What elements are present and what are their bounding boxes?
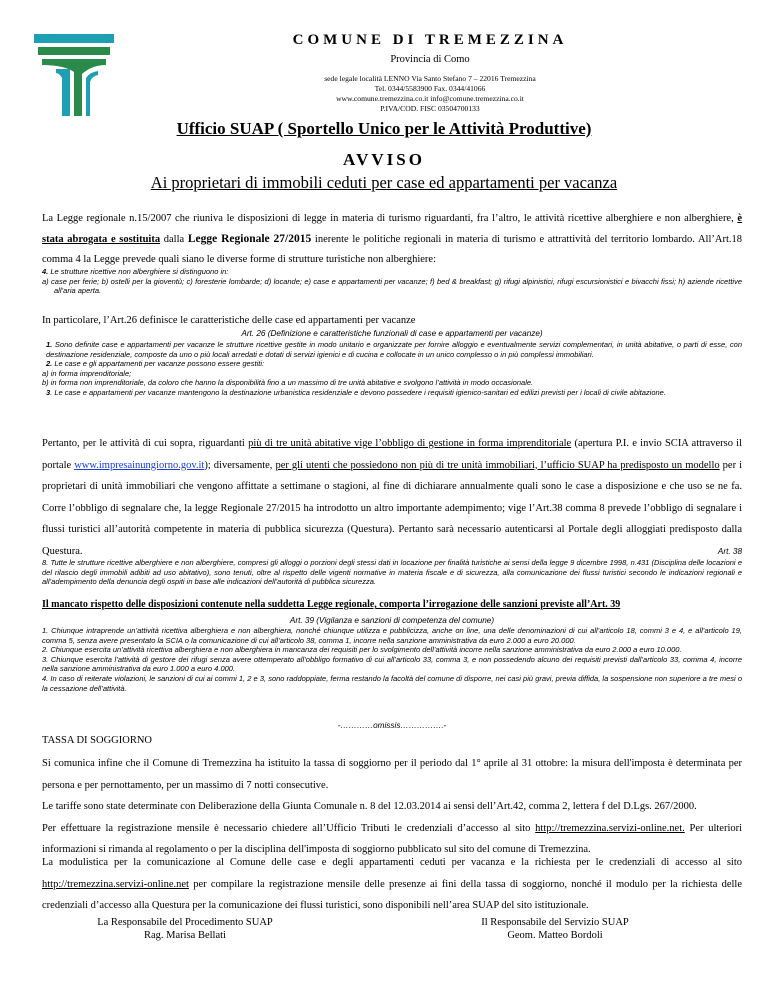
- art26-a: a) in forma imprenditoriale;: [42, 368, 132, 378]
- pertanto-s2: più di tre unità abitative vige l’obbligo di gestione in forma imprenditoriale: [248, 438, 572, 449]
- art38-text: 8. Tutte le strutture ricettive alberghiere e non alberghiere, compresi gli alloggi o porzioni degli stessi dati in locazione per finalità turistiche ai sensi della legge 9 dicembre 1998, n.431 (Disciplina delle locazioni e del rilascio degli immobili adibiti ad uso abitativo), sono tenuti, oltre al rispetto delle vigenti normative in materia fiscale e di sicurezza, alla comunicazione dei flussi turistici secondo le indicazioni regionali e all’adempimento della denuncia degli ospiti in base alle indicazioni dell’autorità di pubblica sicurezza.: [42, 558, 742, 587]
- pertanto-s5: per gli utenti che possiedono non più di tre unità immobiliari, l’ufficio SUAP ha predisposto un modello: [275, 459, 720, 471]
- tel-line: Tel. 0344/5583900 Fax. 0344/41066: [374, 84, 486, 93]
- art18-quote: [42, 267, 742, 296]
- intro-text: La Legge regionale n.15/2007 che riuniva le disposizioni di legge in materia di turismo riguardanti, fra l’altro, le attività ricettive alberghiere e non alberghiere,: [42, 213, 734, 224]
- art26-intro: In particolare, l’Art.26 definisce le caratteristiche delle case ed appartamenti per vacanze: [42, 315, 416, 326]
- provincia: Provincia di Como: [390, 54, 470, 65]
- tassa-p4b: per compilare la registrazione mensile delle presenze ai fini della tassa di soggiorno, nonché il modulo per la richiesta delle credenziali d’accesso alla Questura per la comunicazione dei flussi turistici, sono disponibili nell’area SUAP del sito istituzionale.: [42, 878, 743, 911]
- art39-title: Art. 39 (Vigilanza e sanzioni di competenza del comune): [289, 616, 495, 625]
- tassa-paragraph: [42, 753, 742, 861]
- left-role: La Responsabile del Procedimento SUAP: [97, 917, 273, 928]
- tassa-p3a: Per effettuare la registrazione mensile è necessario chiedere all’Ufficio Tributi le credenziali d’accesso al sito: [42, 822, 531, 834]
- mancato-rispetto: Il mancato rispetto delle disposizioni contenute nella suddetta Legge regionale, comporta l’irrogazione delle sanzioni previste all’Art. 39: [42, 599, 621, 610]
- art39-c3: 3. Chiunque esercita l’attività di gestore dei rifugi senza avere ottemperato all’obbligo formativo di cui all’articolo 33, comma 3, e non possedendo alcuno dei requisiti previsti dall’articolo 33, comma 4, incorre nella sanzione amministrativa da euro 1.000 a euro 4.000.: [42, 654, 742, 674]
- left-name: Rag. Marisa Bellati: [144, 930, 226, 941]
- legge-27-2015: Legge Regionale 27/2015: [187, 233, 312, 245]
- header-contacts: [160, 74, 700, 114]
- art39-c1: 1. Chiunque intraprende un’attività ricettiva alberghiera e non alberghiera, nonché chiunque utilizza e pubblicizza, anche on line, una delle denominazioni di cui all’articolo 18, commi 3 e 4, e all’articolo 19, comma 5, senza avere presentato la SCIA o la comunicazione di cui all’articolo 38, comma 1, incorre nella sanzione amministrativa da euro 2.000 a euro 20.000.: [42, 626, 742, 645]
- art26-t1: Sono definite case e appartamenti per vacanze le strutture ricettive gestite in modo unitario e organizzate per fornire alloggio e eventualmente servizi complementari, in unità abitative, o parti di esse, con destinazione residenziale, composte da uno o più locali arredati e dotati di servizi igienici e di cucina e collocate in un unico complesso o in più complessi immobiliari.: [46, 340, 742, 359]
- tassa-p2: Le tariffe sono state determinate con Deliberazione della Giunta Comunale n. 8 del 12.03.2014 ai sensi dell’Art.42, comma 2, lettera f del D.Lgs. 267/2000.: [42, 801, 697, 812]
- web-line: www.comune.tremezzina.co.it info@comune.tremezzina.co.it: [336, 94, 524, 103]
- art38-title: Art. 38: [717, 547, 742, 556]
- art39-c2: 2. Chiunque esercita un’attività ricettiva alberghiera e non alberghiera in mancanza dei requisiti per lo svolgimento dell’attività incorre nella sanzione amministrativa da euro 2.000 a euro 10.000.: [42, 645, 682, 655]
- abrogata-text: è stata abrogata e sostituita: [42, 213, 743, 245]
- pertanto-s1: Pertanto, per le attività di cui sopra, riguardanti: [42, 438, 245, 449]
- signature-right: [430, 916, 680, 942]
- tassa-p3b: Per ulteriori informazioni si rimanda al regolamento o per la disciplina dell'imposta di soggiorno pubblicato sul sito del comune di Tremezzina.: [42, 822, 743, 855]
- pertanto-s3: (apertura P.I. e invio SCIA attraverso il portale: [42, 438, 743, 471]
- art26-title: Art. 26 (Definizione e caratteristiche funzionali di case e appartamenti per vacanze): [241, 329, 543, 338]
- sede-line: sede legale località LENNO Via Santo Stefano 7 – 22016 Tremezzina: [324, 74, 536, 83]
- tassa-p1: Si comunica infine che il Comune di Tremezzina ha istituito la tassa di soggiorno per il periodo dal 1° aprile al 31 ottobre: la misura dell'imposta è determinata per persona e per pernottamento, per un massimo di 7 notti consecutive.: [42, 758, 742, 791]
- intro-text-2: dalla: [163, 234, 185, 245]
- ufficio-title: Ufficio SUAP ( Sportello Unico per le Attività Produttive): [176, 119, 592, 138]
- signature-left: [60, 916, 310, 942]
- servizi-online-link-2[interactable]: http://tremezzina.servizi-online.net: [42, 878, 189, 890]
- avviso-subtitle: Ai proprietari di immobili ceduti per case ed appartamenti per vacanza: [150, 173, 618, 192]
- avviso-title: AVVISO: [343, 150, 425, 169]
- servizi-online-link[interactable]: http://tremezzina.servizi-online.net.: [535, 822, 685, 834]
- right-role: Il Responsabile del Servizio SUAP: [481, 917, 629, 928]
- art26-t2: Le case e gli appartamenti per vacanze possono essere gestiti:: [54, 359, 265, 369]
- tassa-p4a: La modulistica per la comunicazione al Comune delle case e degli appartamenti ceduti per vacanza e la richiesta per le credenziali di accesso al sito: [42, 857, 742, 868]
- modulistica-paragraph: [42, 852, 742, 917]
- art26-quote: [42, 340, 742, 398]
- pertanto-paragraph: [42, 433, 742, 563]
- comune-logo: [34, 34, 114, 116]
- pertanto-s6: per i proprietari di unità immobiliari che vengono affittate a settimane o stagioni, al fine di dichiarare annualmente quali sono le case a disposizione e che uso se ne fa. Corre l’obbligo di segnalare che, la legge Regionale 27/2015 ha introdotto un altro importante adempimento; vige l’Art.38 comma 8 prevede l’obbligo di segnalare i flussi turistici all’autorità competente in materia di pubblica sicurezza (Questura). Pertanto sarà necessario autenticarsi al Portale degli alloggiati predisposto dalla Questura.: [42, 459, 743, 557]
- art26-t3: . Le case e appartamenti per vacanze mantengono la destinazione urbanistica residenziale e devono possedere i requisiti igienico-sanitari ed edilizi previsti per i locali di civile abitazione.: [50, 387, 666, 397]
- art26-n2: 2.: [46, 359, 53, 369]
- intro-paragraph: [42, 209, 742, 270]
- omissis: -…………omissis…………….-: [337, 721, 447, 730]
- intro-text-3: inerente le politiche regionali in materia di turismo e attrattività del territorio lombardo. All’Art.18 comma 4 la Legge prevede quali siano le diverse forme di strutture turistiche non alberghiere:: [42, 234, 743, 265]
- art39-quote: [42, 626, 742, 693]
- art26-n1: 1.: [46, 340, 53, 349]
- art18-line1: Le strutture ricettive non alberghiere si distinguono in:: [50, 267, 229, 276]
- art26-b: b) in forma non imprenditoriale, da coloro che hanno la disponibilità fino a un massimo di tre unità abitative e svolgono l’attività in modo occasionale.: [42, 378, 534, 388]
- impresainungiorno-link[interactable]: www.impresainungiorno.gov.it: [74, 459, 205, 471]
- piva-line: P.IVA/COD. FISC 03504700133: [380, 104, 480, 113]
- tassa-heading: TASSA DI SOGGIORNO: [42, 735, 153, 746]
- pertanto-s4: ); diversamente,: [204, 459, 273, 471]
- art26-n3: 3: [46, 387, 51, 397]
- art18-line2: a) case per ferie; b) ostelli per la gioventù; c) foresterie lombarde; d) locande; e) case e appartamenti per vacanze; f) bed & breakfast; g) rifugi alpinistici, rifugi escursionistici e bivacchi fissi; h) aziende ricettive all’aria aperta.: [42, 276, 742, 296]
- comune-name: COMUNE DI TREMEZZINA: [292, 32, 568, 48]
- right-name: Geom. Matteo Bordoli: [507, 930, 603, 941]
- art39-c4: 4. In caso di reiterate violazioni, le sanzioni di cui ai commi 1, 2 e 3, sono raddoppiate, ferma restando la facoltà del comune di disporre, nei casi più gravi, previa diffida, la sospensione non superiore a tre mesi o la cessazione dell’attività.: [42, 673, 742, 693]
- art18-num: 4.: [42, 267, 49, 276]
